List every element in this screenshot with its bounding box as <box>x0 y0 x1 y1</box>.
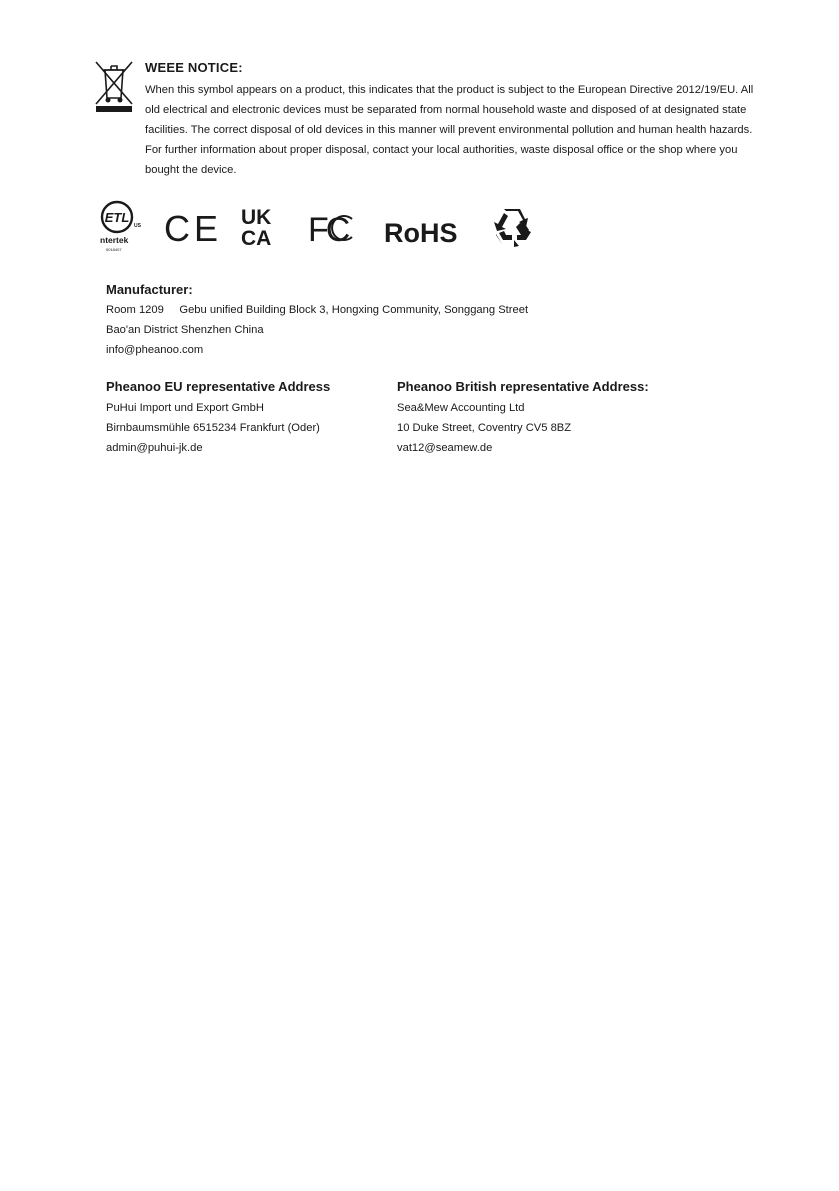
ukca-top-text: UK <box>241 206 272 229</box>
weee-bin-icon <box>94 60 134 112</box>
ukca-bottom-text: CA <box>241 227 272 250</box>
weee-notice-body: When this symbol appears on a product, this indicates that the product is subject to the European Directive 2012/19/EU. All old electrical and electronic devices must be separated from normal household waste and disposed of at designated state facilities. The correct disposal of old devices in this manner will prevent environmental pollution and human health hazards. For further information about proper disposal, contact your local authorities, waste disposal office or the shop where you bought the device. <box>145 84 754 176</box>
ce-text: CE <box>164 208 223 249</box>
recycle-icon <box>492 207 532 247</box>
fcc-mark <box>308 210 356 249</box>
manufacturer-address-line1: Room 1209 Gebu unified Building Block 3, Hongxing Community, Songgang Street <box>106 304 529 316</box>
etl-mark-text: ETL <box>104 210 130 225</box>
eu-rep-title: Pheanoo EU representative Address <box>106 379 331 394</box>
etl-listed-mark <box>98 200 144 256</box>
rohs-text: RoHS <box>384 218 458 248</box>
weee-notice-title: WEEE NOTICE: <box>145 60 243 75</box>
intertek-text: ntertek <box>100 235 129 245</box>
ukca-mark <box>241 206 283 248</box>
manufacturer-address-line2: Bao'an District Shenzhen China <box>106 324 264 336</box>
uk-rep-title: Pheanoo British representative Address: <box>397 379 649 394</box>
manufacturer-title: Manufacturer: <box>106 282 193 297</box>
uk-rep-company: Sea&Mew Accounting Ltd <box>397 402 525 414</box>
manufacturer-email: info@pheanoo.com <box>106 344 204 356</box>
eu-rep-email: admin@puhui-jk.de <box>106 442 203 454</box>
etl-us-text: US <box>134 223 141 229</box>
uk-rep-email: vat12@seamew.de <box>397 442 493 454</box>
uk-rep-address: 10 Duke Street, Coventry CV5 8BZ <box>397 422 572 434</box>
fcc-text: FC <box>308 211 348 249</box>
rohs-mark <box>384 216 466 246</box>
ce-mark <box>164 208 223 249</box>
eu-rep-company: PuHui Import und Export GmbH <box>106 402 264 414</box>
etl-number-text: 5018407 <box>106 247 122 252</box>
eu-rep-address: Birnbaumsmühle 6515234 Frankfurt (Oder) <box>106 422 320 434</box>
